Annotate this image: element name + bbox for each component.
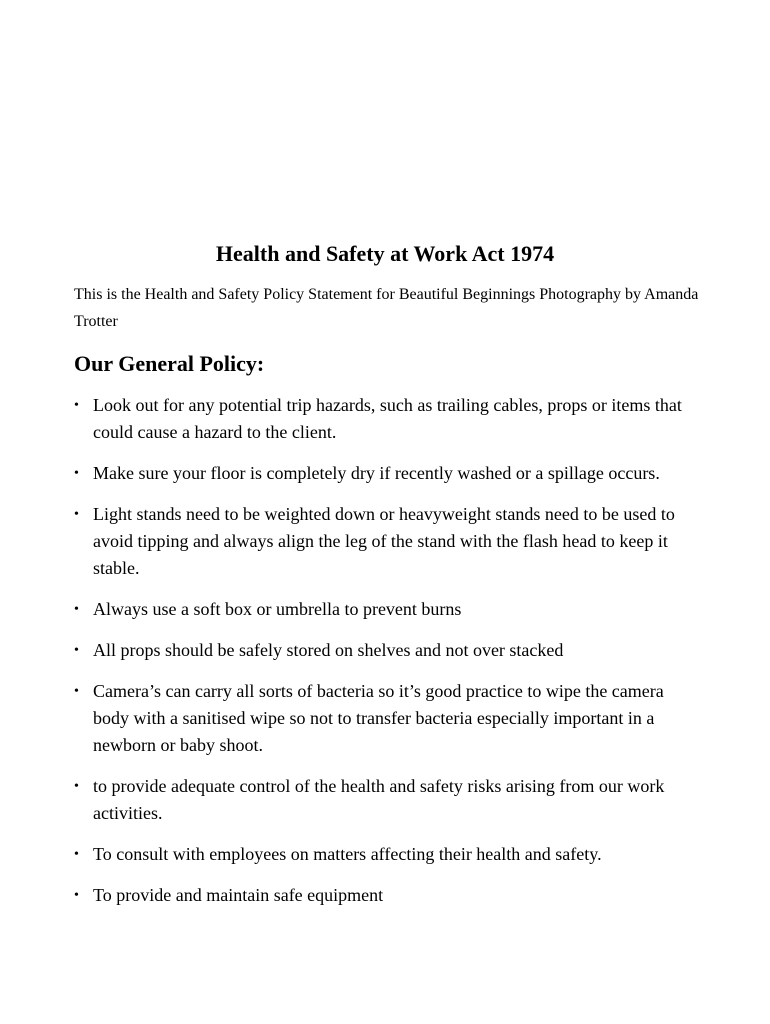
section-heading: Our General Policy: xyxy=(74,351,265,376)
list-item-text: To provide and maintain safe equipment xyxy=(93,885,384,905)
list-item xyxy=(74,841,704,868)
bullet-icon: • xyxy=(74,602,79,617)
list-item xyxy=(74,773,704,827)
list-item xyxy=(74,392,704,446)
list-item xyxy=(74,460,704,487)
list-item xyxy=(74,596,704,623)
list-item xyxy=(74,501,704,582)
list-item-text: Always use a soft box or umbrella to prevent burns xyxy=(93,599,462,619)
list-item-text: Light stands need to be weighted down or heavyweight stands need to be used to avoid tipping and always align the leg of the stand with the flash head to keep it stable. xyxy=(93,504,675,578)
bullet-icon: • xyxy=(74,684,79,699)
intro-statement: This is the Health and Safety Policy Statement for Beautiful Beginnings Photography by Amanda Trotter xyxy=(74,286,699,330)
list-item-text: to provide adequate control of the health and safety risks arising from our work activities. xyxy=(93,776,665,823)
list-item-text: Make sure your floor is completely dry if recently washed or a spillage occurs. xyxy=(93,463,660,483)
bullet-icon: • xyxy=(74,643,79,658)
policy-list xyxy=(74,392,704,923)
document-title: Health and Safety at Work Act 1974 xyxy=(215,241,555,266)
list-item-text: Look out for any potential trip hazards, such as trailing cables, props or items that could cause a hazard to the client. xyxy=(93,395,682,442)
list-item-text: Camera’s can carry all sorts of bacteria so it’s good practice to wipe the camera body with a sanitised wipe so not to transfer bacteria especially important in a newborn or baby shoot. xyxy=(93,681,664,755)
list-item-text: All props should be safely stored on shelves and not over stacked xyxy=(93,640,564,660)
bullet-icon: • xyxy=(74,888,79,903)
bullet-icon: • xyxy=(74,847,79,862)
bullet-icon: • xyxy=(74,779,79,794)
list-item xyxy=(74,882,704,909)
bullet-icon: • xyxy=(74,507,79,522)
list-item xyxy=(74,678,704,759)
list-item xyxy=(74,637,704,664)
bullet-icon: • xyxy=(74,398,79,413)
list-item-text: To consult with employees on matters affecting their health and safety. xyxy=(93,844,602,864)
bullet-icon: • xyxy=(74,466,79,481)
